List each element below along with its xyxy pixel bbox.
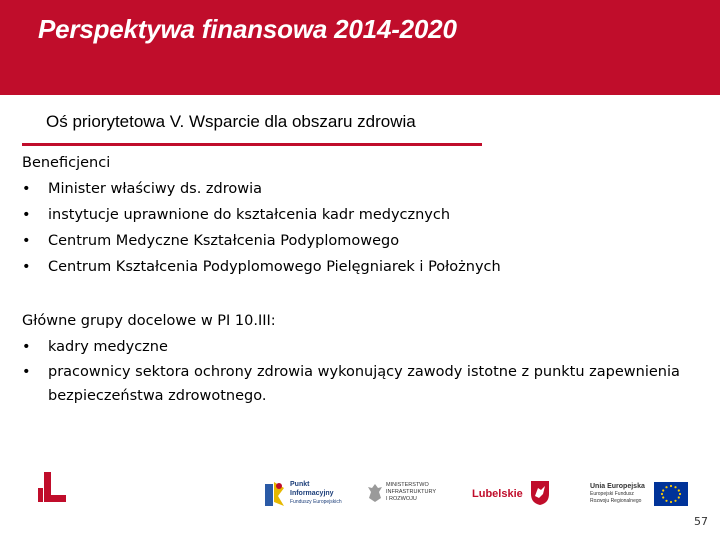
header-banner xyxy=(0,0,720,95)
funding-logos xyxy=(262,478,692,518)
bullet: • xyxy=(22,364,31,380)
bullet: • xyxy=(22,339,31,355)
ministry-logo-text: MINISTERSTWO INFRASTRUKTURY I ROZWOJU xyxy=(386,482,437,502)
lubelskie-crest-icon xyxy=(530,480,550,506)
beneficiaries-section xyxy=(22,150,501,280)
eu-logo-text: Unia Europejska Europejski Fundusz Rozwoju Regionalnego xyxy=(590,483,645,504)
divider-rule xyxy=(22,143,482,146)
list-item xyxy=(22,334,698,360)
list-item-text: Centrum Kształcenia Podyplomowego Pielęgniarek i Położnych xyxy=(48,259,501,275)
list-item xyxy=(22,202,501,228)
bullet: • xyxy=(22,207,31,223)
section-subtitle: Oś priorytetowa V. Wsparcie dla obszaru zdrowia xyxy=(46,112,416,131)
list-item-text: Centrum Medyczne Kształcenia Podyplomowego xyxy=(48,233,400,249)
beneficiaries-heading: Beneficjenci xyxy=(22,155,111,171)
bullet: • xyxy=(22,233,31,249)
list-item-text: kadry medyczne xyxy=(48,339,168,355)
list-item-text: pracownicy sektora ochrony zdrowia wykonujący zawody istotne z punktu zapewnienia bezpieczeństwa zdrowotnego. xyxy=(48,364,680,404)
page-number: 57 xyxy=(694,515,708,528)
list-item xyxy=(22,176,501,202)
target-groups-section xyxy=(22,308,698,408)
page-title: Perspektywa finansowa 2014-2020 xyxy=(38,14,457,44)
eu-flag-icon xyxy=(654,482,688,506)
list-item xyxy=(22,360,698,408)
lubelskie-logo-text: Lubelskie xyxy=(472,488,523,500)
list-item xyxy=(22,254,501,280)
target-groups-heading: Główne grupy docelowe w PI 10.III: xyxy=(22,313,276,329)
lublin-l-logo xyxy=(38,472,68,508)
bullet: • xyxy=(22,181,31,197)
list-item-text: instytucje uprawnione do kształcenia kadr medycznych xyxy=(48,207,451,223)
eagle-emblem-icon xyxy=(367,482,383,504)
bullet: • xyxy=(22,259,31,275)
pife-logo-text: Punkt Informacyjny Funduszy Europejskich xyxy=(290,481,342,505)
list-item xyxy=(22,228,501,254)
pife-logo-icon xyxy=(264,480,286,510)
list-item-text: Minister właściwy ds. zdrowia xyxy=(48,181,263,197)
